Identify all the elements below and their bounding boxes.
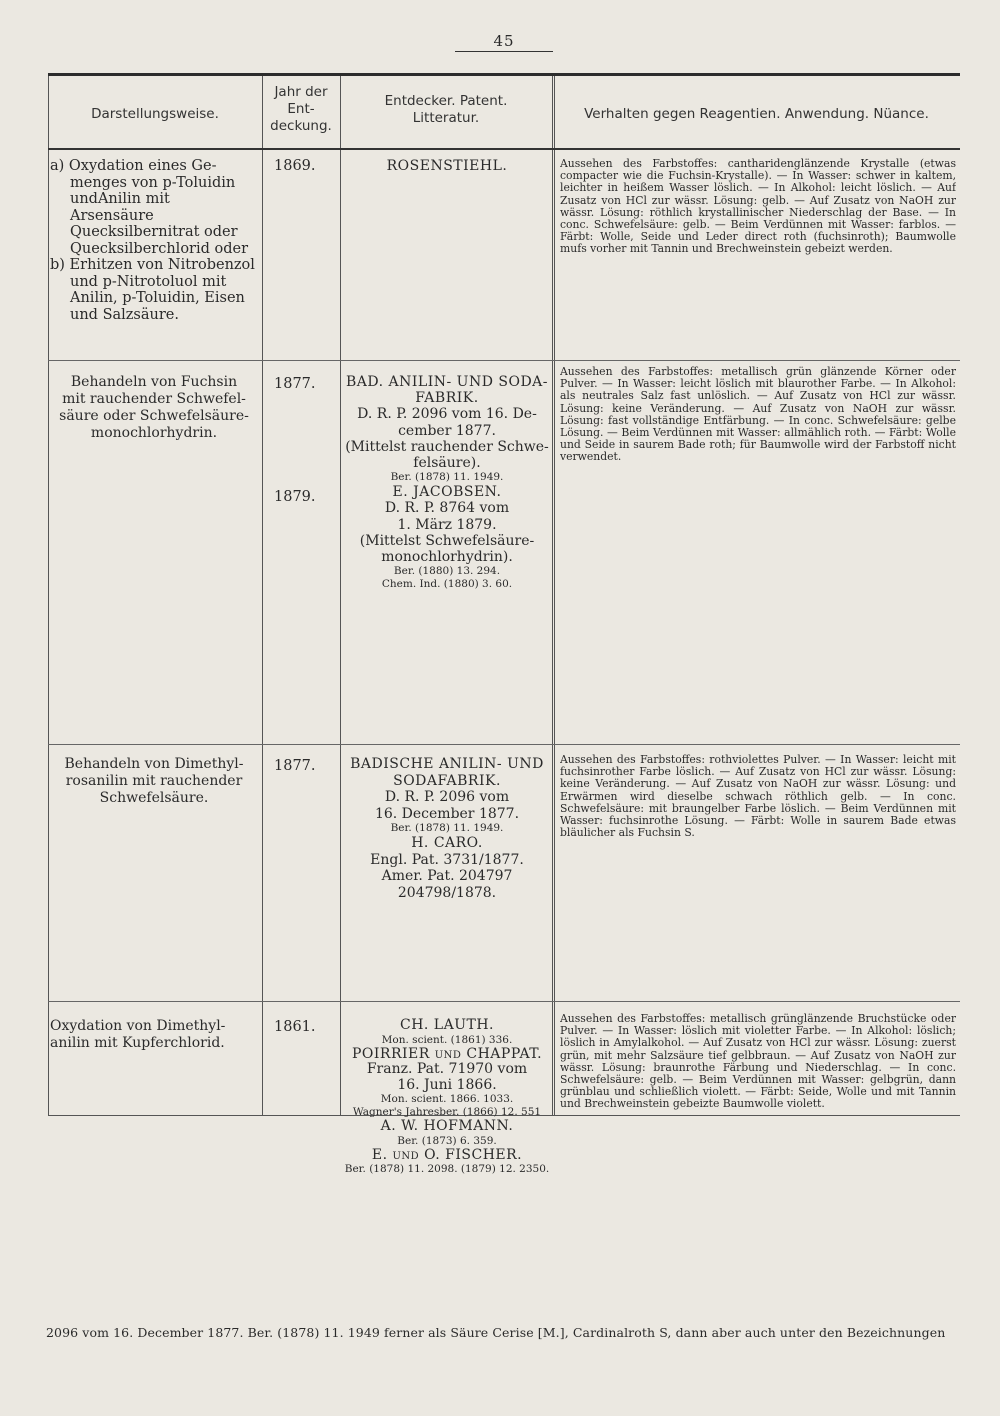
row3-darst-line: Schwefelsäure.: [99, 790, 209, 806]
row2-darst-line: säure oder Schwefelsäure-: [59, 408, 249, 424]
header-jahr: [262, 84, 340, 135]
row3-entd-line: Amer. Pat. 204797: [381, 868, 513, 884]
row2-darstellung: [50, 374, 258, 442]
row4-entd-line: A. W. HOFMANN.: [380, 1118, 514, 1134]
header-entdecker-line: Litteratur.: [412, 110, 480, 126]
page-number: 45: [455, 32, 553, 52]
row1-darst-line: Anilin, p-Toluidin, Eisen: [70, 290, 245, 306]
row1-year: 1869.: [274, 158, 316, 174]
row2-entd-line: felsäure).: [413, 455, 481, 472]
row2-entd-line: FABRIK.: [415, 390, 479, 407]
row1-darst-line: Quecksilbernitrat oder: [70, 224, 238, 240]
row-divider: [48, 1001, 960, 1002]
row2-entd-line: 1. März 1879.: [397, 516, 497, 533]
row3-verhalten: Aussehen des Farbstoffes: rothviolettes Pulver. — In Wasser: leicht mit fuchsinrother Farbe löslich. — Auf Zusatz von HCl zur wässr. Lösung: keine Veränderung. — Auf Zusatz von NaOH zur wässr. Lösung: und Erwärmen wird dieselbe schwach röthlich gelb. — In conc. Schwefelsäure: mit braungelber Farbe löslich. — Beim Verdünnen mit Wasser: fuchsinrothe Lösung. — Färbt: Wolle in saurem Bade etwas bläulicher als Fuchsin S.: [560, 754, 956, 840]
row2-entd-line: Chem. Ind. (1880) 3. 60.: [381, 578, 513, 591]
row3-entd-line: Ber. (1878) 11. 1949.: [390, 822, 504, 834]
header-jahr-line: deckung.: [270, 118, 332, 134]
col-divider: [552, 76, 553, 1115]
col-divider: [262, 76, 263, 1115]
row4-year: 1861.: [274, 1019, 316, 1035]
row2-entd-line: Ber. (1880) 13. 294.: [393, 565, 501, 578]
row1-darstellung: [50, 158, 258, 323]
col-divider: [554, 76, 555, 1115]
header-jahr-line: Jahr der: [274, 84, 328, 100]
row2-darst-line: mit rauchender Schwefel-: [62, 391, 246, 407]
row3-entdecker: [342, 756, 552, 901]
row4-entd-line: POIRRIER und CHAPPAT.: [351, 1045, 543, 1062]
header-verhalten: Verhalten gegen Reagentien. Anwendung. Nüance.: [584, 106, 929, 122]
row1-darst-line: Quecksilberchlorid oder: [70, 240, 249, 257]
row1-darst-line: a) Oxydation eines Ge-: [50, 158, 217, 174]
row4-entd-line: Ber. (1878) 11. 2098. (1879) 12. 2350.: [344, 1163, 550, 1175]
row4-entd-line: Ber. (1873) 6. 359.: [397, 1134, 497, 1147]
row2-year-a: 1877.: [274, 376, 316, 392]
row3-entd-line: BADISCHE ANILIN- UND: [350, 756, 544, 772]
row2-year-b: 1879.: [274, 489, 316, 505]
row3-entd-line: 16. December 1877.: [374, 805, 520, 822]
row3-entd-line: 204798/1878.: [397, 884, 497, 901]
row2-entd-line: monochlorhydrin).: [381, 549, 513, 566]
row4-entdecker: [342, 1018, 552, 1176]
row2-darst-line: Behandeln von Fuchsin: [70, 374, 238, 390]
header-jahr-line: Ent-: [287, 101, 315, 117]
col-divider: [340, 76, 341, 1115]
row2-entd-line: D. R. P. 2096 vom 16. De-: [357, 406, 537, 423]
footer-continuation: 2096 vom 16. December 1877. Ber. (1878) 11. 1949 ferner als Säure Cerise [M.], Cardinalroth S, dann aber auch unter den Bezeichnungen: [46, 1325, 946, 1340]
row1-entdecker: ROSENSTIEHL.: [386, 158, 508, 174]
row2-entdecker: [342, 374, 552, 591]
row-divider: [48, 744, 960, 745]
row2-darst-line: monochlorhydrin.: [90, 425, 218, 441]
row2-entd-line: (Mittelst rauchender Schwe-: [345, 438, 549, 455]
dye-table: [48, 73, 960, 1175]
header-darstellung: Darstellungsweise.: [91, 106, 219, 122]
header-entdecker-line: Entdecker. Patent.: [384, 93, 508, 109]
row1-darst-line: b) Erhitzen von Nitrobenzol: [50, 257, 255, 273]
row2-entd-line: D. R. P. 8764 vom: [384, 500, 510, 517]
row3-entd-line: SODAFABRIK.: [393, 772, 501, 789]
row1-darst-line: menges von p-Toluidin: [70, 174, 236, 191]
row4-entd-line: E. und O. FISCHER.: [371, 1146, 523, 1163]
row1-darst-line: und Salzsäure.: [70, 306, 179, 323]
row3-entd-line: H. CARO.: [411, 835, 483, 851]
row4-entd-line: Mon. scient. 1866. 1033.: [380, 1093, 514, 1105]
row4-entd-line: Mon. scient. (1861) 336.: [381, 1033, 513, 1046]
row4-entd-line: 16. Juni 1866.: [397, 1076, 497, 1093]
row2-entd-line: Ber. (1878) 11. 1949.: [390, 471, 504, 484]
header-divider: [48, 148, 960, 150]
row4-entd-line: Franz. Pat. 71970 vom: [366, 1061, 528, 1077]
header-entdecker: [340, 93, 552, 127]
row3-year: 1877.: [274, 758, 316, 774]
row4-darstellung: [50, 1018, 258, 1052]
row4-darst-line: Oxydation von Dimethyl-: [50, 1018, 226, 1034]
row1-verhalten: Aussehen des Farbstoffes: cantharidenglänzende Krystalle (etwas compacter wie die Fuchsin-Krystalle). — In Wasser: schwer in kaltem, leichter in heißem Wasser löslich. — In Alkohol: leicht löslich. — Auf Zusatz von HCl zur wässr. Lösung: gelb. — Auf Zusatz von NaOH zur wässr. Lösung: röthlich krystallinischer Niederschlag der Base. — In conc. Schwefelsäure: gelb. — Beim Verdünnen mit Wasser: farblos. — Färbt: Wolle, Seide und Leder direct roth (fuchsinroth); Baumwolle mufs vorher mit Tannin und Brechweinstein gebeizt werden.: [560, 158, 956, 256]
row2-entd-line: E. JACOBSEN.: [392, 484, 502, 501]
row3-entd-line: Engl. Pat. 3731/1877.: [370, 851, 524, 868]
row4-darst-line: anilin mit Kupferchlorid.: [50, 1035, 225, 1051]
row2-entd-line: cember 1877.: [398, 422, 496, 439]
row4-entd-line: CH. LAUTH.: [399, 1017, 495, 1033]
row4-verhalten: Aussehen des Farbstoffes: metallisch grünglänzende Bruchstücke oder Pulver. — In Wasser: löslich mit violetter Farbe. — In Alkohol: löslich; löslich in Amylalkohol. — Auf Zusatz von HCl zur wässr. Lösung: zuerst grün, mit mehr Salzsäure tief gelbbraun. — Auf Zusatz von NaOH zur wässr. Lösung: braunrothe Färbung und Niederschlag. — In conc. Schwefelsäure: gelb. — Beim Verdünnen mit Wasser: gelbgrün, dann grünblau und schließlich violett. — Färbt: Seide, Wolle und mit Tannin und Brechweinstein gebeizte Baumwolle violett.: [560, 1013, 956, 1111]
row2-entd-line: BAD. ANILIN- UND SODA-: [345, 374, 549, 390]
col-divider: [48, 76, 49, 1115]
row3-darstellung: [50, 756, 258, 807]
row3-entd-line: D. R. P. 2096 vom: [384, 789, 510, 805]
row2-verhalten: Aussehen des Farbstoffes: metallisch grün glänzende Körner oder Pulver. — In Wasser: leicht löslich mit blaurother Farbe. — In Alkohol: als neutrales Salz fast unlöslich. — Auf Zusatz von HCl zur wässr. Lösung: keine Veränderung. — Auf Zusatz von NaOH zur wässr. Lösung: fast vollständige Entfärbung. — In conc. Schwefelsäure: gelbe Lösung. — Beim Verdünnen mit Wasser: allmählich roth. — Färbt: Wolle und Seide in saurem Bade roth; für Baumwolle wird der Farbstoff nicht verwendet.: [560, 366, 956, 464]
row3-darst-line: Behandeln von Dimethyl-: [64, 756, 244, 772]
row4-entd-line: Wagner's Jahresber. (1866) 12. 551: [352, 1106, 542, 1118]
row-divider: [48, 360, 960, 361]
row3-darst-line: rosanilin mit rauchender: [65, 773, 243, 789]
row2-entd-line: (Mittelst Schwefelsäure-: [359, 532, 535, 549]
row1-darst-line: undAnilin mit Arsensäure: [70, 191, 170, 224]
row1-darst-line: und p-Nitrotoluol mit: [70, 273, 227, 290]
